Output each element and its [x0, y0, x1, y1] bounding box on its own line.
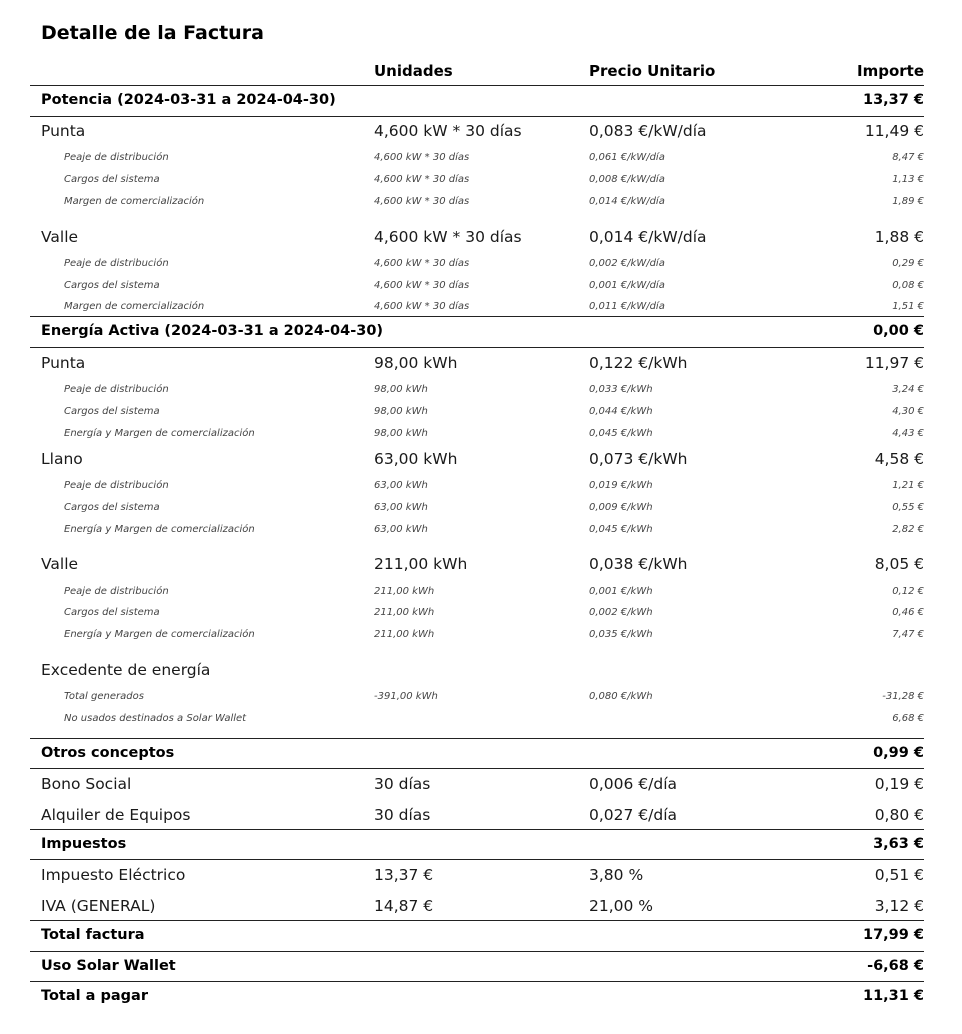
section-concept: Otros conceptos [41, 745, 175, 761]
subrow-amount: 1,89 € [892, 196, 924, 207]
subrow-unit-price: 0,019 €/kWh [589, 480, 653, 491]
subrow-unit-price: 0,044 €/kWh [589, 406, 653, 417]
row-amount: 0,51 € [874, 866, 924, 884]
row-amount: 0,80 € [874, 806, 924, 824]
row-concept: IVA (GENERAL) [41, 897, 156, 915]
subrow-units: 211,00 kWh [374, 607, 435, 618]
subrow-units: 4,600 kW * 30 días [374, 301, 470, 312]
subrow-amount: 0,46 € [892, 607, 924, 618]
subrow-amount: 0,08 € [892, 280, 924, 291]
subrow-unit-price: 0,045 €/kWh [589, 524, 653, 535]
section-amount: 0,99 € [873, 745, 924, 761]
subrow-concept: Peaje de distribución [64, 384, 169, 395]
row-unit-price: 0,027 €/día [589, 806, 678, 824]
subrow-amount: -31,28 € [882, 691, 924, 702]
divider [30, 829, 924, 830]
divider [30, 116, 924, 117]
section-amount: 0,00 € [873, 323, 924, 339]
subrow-amount: 8,47 € [892, 152, 924, 163]
subrow-unit-price: 0,002 €/kWh [589, 607, 653, 618]
subrow-unit-price: 0,045 €/kWh [589, 428, 653, 439]
section-concept: Total factura [41, 927, 145, 943]
subrow-units: 4,600 kW * 30 días [374, 196, 470, 207]
row-unit-price: 0,083 €/kW/día [589, 122, 707, 140]
subrow-unit-price: 0,001 €/kWh [589, 586, 653, 597]
section-amount: 13,37 € [862, 92, 924, 108]
row-concept: Punta [41, 354, 86, 372]
section-concept: Energía Activa (2024-03-31 a 2024-04-30) [41, 323, 384, 339]
subrow-units: 211,00 kWh [374, 629, 435, 640]
subrow-amount: 1,13 € [892, 174, 924, 185]
row-concept: Alquiler de Equipos [41, 806, 191, 824]
section-concept: Uso Solar Wallet [41, 958, 176, 974]
subrow-concept: Peaje de distribución [64, 258, 169, 269]
subrow-units: 4,600 kW * 30 días [374, 174, 470, 185]
subrow-unit-price: 0,014 €/kW/día [589, 196, 665, 207]
subrow-concept: Margen de comercialización [64, 301, 205, 312]
row-units: 14,87 € [374, 897, 434, 915]
section-amount: 11,31 € [862, 988, 924, 1004]
subrow-amount: 0,29 € [892, 258, 924, 269]
subrow-concept: Energía y Margen de comercialización [64, 428, 255, 439]
subrow-unit-price: 0,001 €/kW/día [589, 280, 665, 291]
subrow-concept: Cargos del sistema [64, 406, 160, 417]
row-amount: 3,12 € [874, 897, 924, 915]
row-unit-price: 3,80 % [589, 866, 644, 884]
section-amount: 17,99 € [862, 927, 924, 943]
subrow-concept: Energía y Margen de comercialización [64, 524, 255, 535]
row-units: 98,00 kWh [374, 354, 458, 372]
row-unit-price: 0,122 €/kWh [589, 354, 688, 372]
subrow-amount: 6,68 € [892, 713, 924, 724]
row-concept: Excedente de energía [41, 661, 211, 679]
section-concept: Potencia (2024-03-31 a 2024-04-30) [41, 92, 336, 108]
row-units: 4,600 kW * 30 días [374, 228, 522, 246]
subrow-unit-price: 0,009 €/kWh [589, 502, 653, 513]
subrow-concept: Peaje de distribución [64, 586, 169, 597]
subrow-concept: Peaje de distribución [64, 480, 169, 491]
subrow-amount: 7,47 € [892, 629, 924, 640]
subrow-units: 63,00 kWh [374, 480, 428, 491]
subrow-unit-price: 0,008 €/kW/día [589, 174, 665, 185]
row-concept: Llano [41, 450, 83, 468]
header-unidades: Unidades [374, 62, 453, 80]
subrow-unit-price: 0,080 €/kWh [589, 691, 653, 702]
row-units: 30 días [374, 806, 431, 824]
subrow-units: 98,00 kWh [374, 428, 428, 439]
row-amount: 11,49 € [864, 122, 924, 140]
subrow-amount: 2,82 € [892, 524, 924, 535]
divider [30, 85, 924, 86]
subrow-concept: Cargos del sistema [64, 607, 160, 618]
row-units: 13,37 € [374, 866, 434, 884]
subrow-amount: 0,12 € [892, 586, 924, 597]
row-concept: Impuesto Eléctrico [41, 866, 186, 884]
subrow-units: 4,600 kW * 30 días [374, 152, 470, 163]
subrow-concept: Cargos del sistema [64, 280, 160, 291]
subrow-units: 4,600 kW * 30 días [374, 258, 470, 269]
subrow-concept: Cargos del sistema [64, 174, 160, 185]
section-amount: -6,68 € [867, 958, 924, 974]
subrow-units: -391,00 kWh [374, 691, 438, 702]
subrow-unit-price: 0,061 €/kW/día [589, 152, 665, 163]
divider [30, 859, 924, 860]
subrow-amount: 4,30 € [892, 406, 924, 417]
subrow-amount: 0,55 € [892, 502, 924, 513]
subrow-unit-price: 0,002 €/kW/día [589, 258, 665, 269]
subrow-unit-price: 0,035 €/kWh [589, 629, 653, 640]
subrow-concept: No usados destinados a Solar Wallet [64, 713, 247, 724]
row-amount: 11,97 € [864, 354, 924, 372]
subrow-units: 4,600 kW * 30 días [374, 280, 470, 291]
row-concept: Bono Social [41, 775, 132, 793]
row-unit-price: 21,00 % [589, 897, 654, 915]
divider [30, 951, 924, 952]
row-concept: Valle [41, 555, 79, 573]
divider [30, 981, 924, 982]
divider [30, 738, 924, 739]
subrow-concept: Cargos del sistema [64, 502, 160, 513]
divider [30, 920, 924, 921]
subrow-amount: 4,43 € [892, 428, 924, 439]
row-amount: 8,05 € [874, 555, 924, 573]
subrow-units: 63,00 kWh [374, 524, 428, 535]
row-units: 4,600 kW * 30 días [374, 122, 522, 140]
section-amount: 3,63 € [873, 836, 924, 852]
divider [30, 768, 924, 769]
row-concept: Punta [41, 122, 86, 140]
row-unit-price: 0,014 €/kW/día [589, 228, 707, 246]
section-concept: Impuestos [41, 836, 127, 852]
subrow-amount: 1,51 € [892, 301, 924, 312]
row-concept: Valle [41, 228, 79, 246]
row-amount: 1,88 € [874, 228, 924, 246]
row-unit-price: 0,006 €/día [589, 775, 678, 793]
row-units: 63,00 kWh [374, 450, 458, 468]
row-amount: 4,58 € [874, 450, 924, 468]
subrow-units: 98,00 kWh [374, 406, 428, 417]
subrow-units: 63,00 kWh [374, 502, 428, 513]
subrow-units: 211,00 kWh [374, 586, 435, 597]
subrow-amount: 3,24 € [892, 384, 924, 395]
subrow-units: 98,00 kWh [374, 384, 428, 395]
page-title: Detalle de la Factura [41, 22, 264, 44]
divider [30, 316, 924, 317]
section-concept: Total a pagar [41, 988, 148, 1004]
header-importe: Importe [857, 62, 924, 80]
subrow-amount: 1,21 € [892, 480, 924, 491]
row-units: 30 días [374, 775, 431, 793]
subrow-unit-price: 0,033 €/kWh [589, 384, 653, 395]
divider [30, 347, 924, 348]
row-units: 211,00 kWh [374, 555, 468, 573]
row-amount: 0,19 € [874, 775, 924, 793]
subrow-concept: Margen de comercialización [64, 196, 205, 207]
subrow-concept: Energía y Margen de comercialización [64, 629, 255, 640]
subrow-unit-price: 0,011 €/kW/día [589, 301, 665, 312]
header-precio-unitario: Precio Unitario [589, 62, 716, 80]
subrow-concept: Peaje de distribución [64, 152, 169, 163]
row-unit-price: 0,073 €/kWh [589, 450, 688, 468]
subrow-concept: Total generados [64, 691, 144, 702]
row-unit-price: 0,038 €/kWh [589, 555, 688, 573]
